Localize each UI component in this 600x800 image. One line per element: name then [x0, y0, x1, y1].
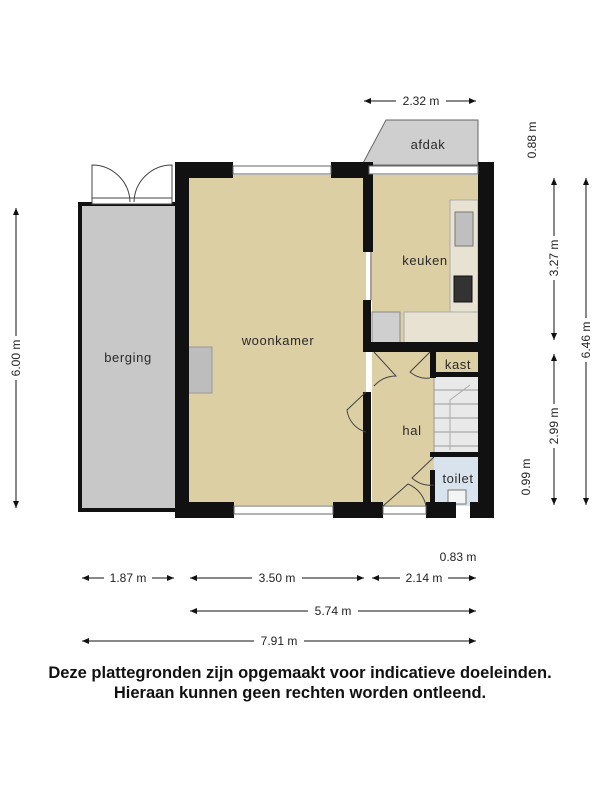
dim-woonkamer-width: 3.50 m [258, 571, 296, 585]
dim-berging-width: 1.87 m [109, 571, 147, 585]
label-woonkamer: woonkamer [241, 333, 315, 348]
dim-toilet-depth: 0.99 m [519, 458, 533, 496]
label-kast: kast [444, 357, 472, 372]
fridge [372, 312, 400, 344]
dim-hal-depth: 2.99 m [547, 407, 561, 445]
dim-total-depth: 6.46 m [579, 321, 593, 359]
label-afdak: afdak [410, 137, 446, 152]
dim-total-width: 7.91 m [260, 634, 298, 648]
disclaimer-line-1: Deze plattegronden zijn opgemaakt voor indicatieve doeleinden. [48, 664, 552, 682]
dim-left-height: 6.00 m [9, 339, 23, 377]
chimney-block [188, 347, 212, 393]
dim-afdak-depth: 0.88 m [525, 121, 539, 159]
dim-top-afdak-width: 2.32 m [402, 94, 440, 108]
sink [455, 212, 473, 246]
stove [454, 276, 472, 302]
label-berging: berging [104, 350, 152, 365]
dim-keuken-width: 2.14 m [405, 571, 443, 585]
label-toilet: toilet [442, 471, 474, 486]
dim-toilet-width: 0.83 m [439, 550, 477, 564]
dim-house-width: 5.74 m [314, 604, 352, 618]
staircase [434, 376, 480, 454]
dim-keuken-depth: 3.27 m [547, 239, 561, 277]
toilet-fixture [448, 490, 466, 504]
disclaimer-line-2: Hieraan kunnen geen rechten worden ontleend. [113, 684, 487, 702]
label-keuken: keuken [402, 253, 448, 268]
label-hal: hal [402, 423, 422, 438]
